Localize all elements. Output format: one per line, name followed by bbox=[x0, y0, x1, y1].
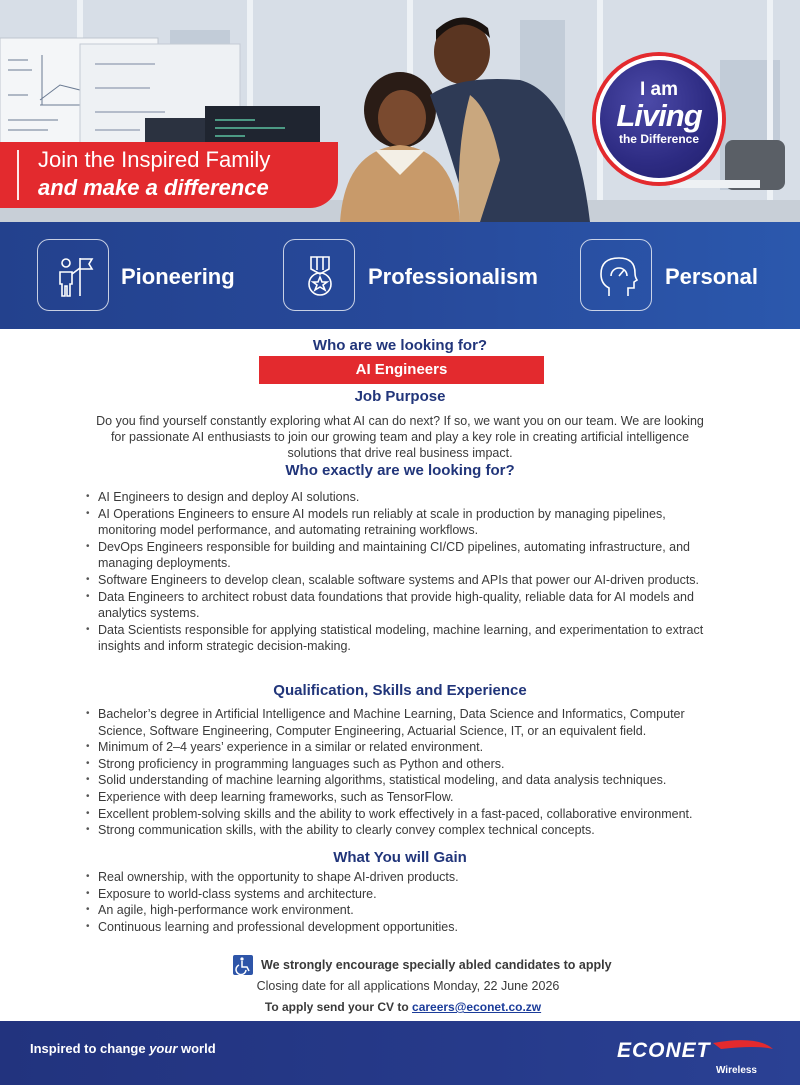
exactly-heading: Who exactly are we looking for? bbox=[285, 462, 515, 479]
value-personal: Personal bbox=[665, 264, 758, 289]
living-the-difference-badge bbox=[596, 56, 722, 182]
badge-line1: I am bbox=[639, 79, 679, 100]
headline-banner bbox=[0, 142, 338, 208]
encouragement-note bbox=[233, 954, 612, 976]
closing-date: Closing date for all applications Monday, 22 June 2026 bbox=[256, 979, 560, 993]
list-item: • Data Engineers to architect robust data foundations that provide high-quality, reliable data for AI models and analytics systems. bbox=[86, 589, 706, 622]
email-link[interactable]: careers@econet.co.zw bbox=[412, 1000, 542, 1014]
qualifications-heading: Qualification, Skills and Experience bbox=[273, 682, 527, 699]
accessibility-icon bbox=[233, 955, 253, 975]
tagline-pre: Inspired to change bbox=[30, 1041, 146, 1056]
list-item: • AI Operations Engineers to ensure AI models run reliably at scale in production by managing pipelines, monitoring model performance, and automating retraining workflows. bbox=[86, 506, 706, 539]
list-item: • An agile, high-performance work environment. bbox=[86, 902, 706, 919]
exactly-list bbox=[86, 489, 706, 655]
medal-icon bbox=[283, 239, 355, 311]
job-purpose-text: Do you find yourself constantly exploring what AI can do next? If so, we want you on our team. We are looking for passionate AI enthusiasts to join our growing team and play a key role in creating artificial intelligence solutions that drive real business impact. bbox=[96, 414, 704, 460]
values-band bbox=[0, 222, 800, 329]
tagline-post: world bbox=[181, 1041, 216, 1056]
badge-line2: Living bbox=[616, 98, 702, 133]
apply-prefix: To apply send your CV to bbox=[264, 1000, 409, 1014]
person-flag-icon bbox=[37, 239, 109, 311]
list-item: • Solid understanding of machine learning algorithms, statistical modeling, and data analysis techniques. bbox=[86, 772, 726, 789]
hero-image bbox=[0, 0, 800, 222]
list-item: • Real ownership, with the opportunity to shape AI-driven products. bbox=[86, 869, 706, 886]
badge-line3: the Difference bbox=[618, 132, 700, 146]
list-item: • DevOps Engineers responsible for building and maintaining CI/CD pipelines, automating infrastructure, and managing deployments. bbox=[86, 539, 706, 572]
list-item: • Strong proficiency in programming languages such as Python and others. bbox=[86, 756, 726, 773]
head-gauge-icon bbox=[580, 239, 652, 311]
value-pioneering: Pioneering bbox=[121, 264, 235, 289]
list-item: • Software Engineers to develop clean, scalable software systems and APIs that power our AI-driven products. bbox=[86, 572, 706, 589]
encouragement-text: We strongly encourage specially abled candidates to apply bbox=[261, 958, 612, 972]
list-item: • Bachelor’s degree in Artificial Intelligence and Machine Learning, Data Science and Informatics, Computer Science, Software Engineering, Computer Engineering, Actuarial Science, IT, or an equivalent field. bbox=[86, 706, 726, 739]
list-item: • Continuous learning and professional development opportunities. bbox=[86, 919, 706, 936]
looking-for-heading: Who are we looking for? bbox=[312, 337, 488, 354]
list-item: • Strong communication skills, with the ability to clearly convey complex technical concepts. bbox=[86, 822, 726, 839]
list-item: • Data Scientists responsible for applying statistical modeling, machine learning, and experimentation to extract insights and inform strategic decision-making. bbox=[86, 622, 706, 655]
qualifications-list bbox=[86, 706, 726, 839]
gain-list bbox=[86, 869, 706, 935]
role-title: AI Engineers bbox=[259, 356, 544, 384]
logo-word: ECONET bbox=[617, 1039, 711, 1062]
list-item: • Experience with deep learning frameworks, such as TensorFlow. bbox=[86, 789, 726, 806]
job-purpose-heading: Job Purpose bbox=[354, 388, 446, 405]
tagline-emphasis: your bbox=[149, 1041, 178, 1056]
logo-sub: Wireless bbox=[715, 1065, 757, 1076]
list-item: • AI Engineers to design and deploy AI solutions. bbox=[86, 489, 706, 506]
list-item: • Excellent problem-solving skills and the ability to work effectively in a fast-paced, collaborative environment. bbox=[86, 806, 726, 823]
headline-line1: Join the Inspired Family bbox=[38, 147, 271, 172]
econet-logo bbox=[617, 1035, 777, 1079]
list-item: • Exposure to world-class systems and architecture. bbox=[86, 886, 706, 903]
apply-instructions bbox=[0, 1000, 800, 1014]
gain-heading: What You will Gain bbox=[333, 849, 467, 866]
footer-tagline bbox=[30, 1041, 216, 1056]
value-professionalism: Professionalism bbox=[368, 264, 538, 289]
banner-accent-line bbox=[17, 150, 19, 200]
footer bbox=[0, 1021, 800, 1085]
list-item: • Minimum of 2–4 years’ experience in a similar or related environment. bbox=[86, 739, 726, 756]
headline-line2: and make a difference bbox=[38, 175, 269, 200]
